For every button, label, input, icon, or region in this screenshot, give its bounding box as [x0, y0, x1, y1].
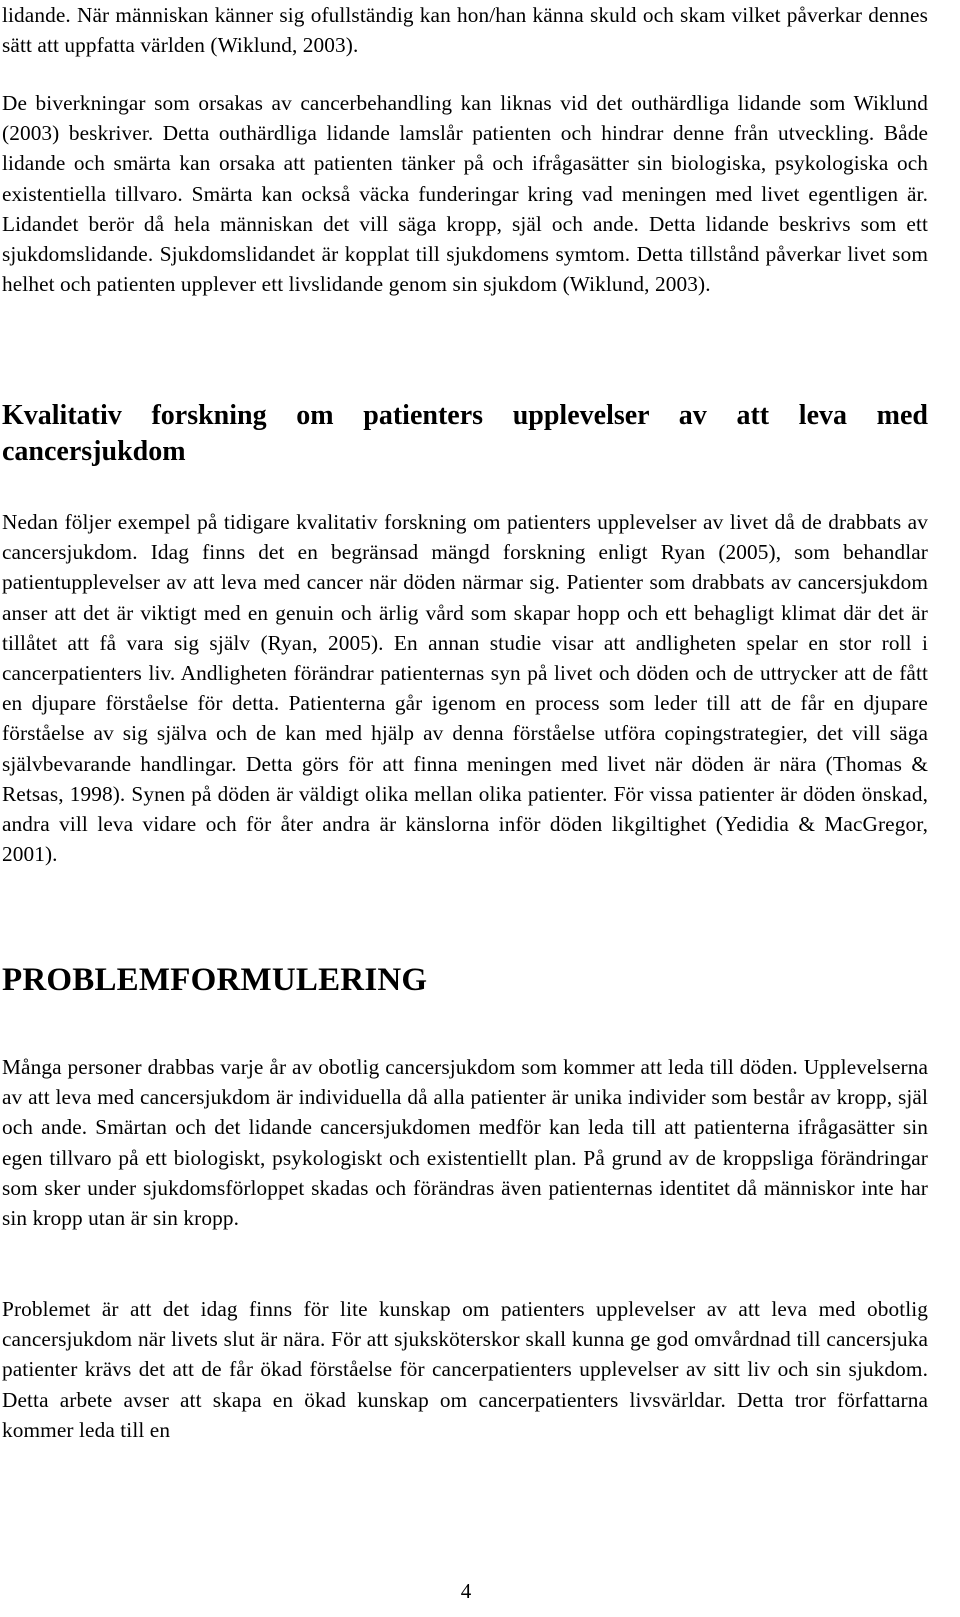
paragraph-side-effects-suffering: De biverkningar som orsakas av cancerbehandling kan liknas vid det outhärdliga lidande som Wiklund (2003) beskriver. Detta outhärdliga lidande lamslår patienten och hindrar denne från utveckling. Både lidande och smärta kan orsaka att patienten tänker på och ifrågasätter sin biologiska, psykologiska och existentiella tillvaro. Smärta kan också väcka funderingar kring vad meningen med livet egentligen är. Lidandet berör då hela människan det vill säga kropp, själ och ande. Detta lidande beskrivs som ett sjukdomslidande. Sjukdomslidandet är kopplat till sjukdomens symtom. Detta tillstånd påverkar livet som helhet och patienten upplever ett livslidande genom sin sjukdom (Wiklund, 2003). — [2, 91, 928, 297]
paragraph-previous-research: Nedan följer exempel på tidigare kvalitativ forskning om patienters upplevelser av livet då de drabbats av cancersjukdom. Idag finns det en begränsad mängd forskning enligt Ryan (2005), som behandlar patientupplevelser av att leva med cancer när döden närmar sig. Patienter som drabbats av cancersjukdom anser att det är viktigt med en genuin och ärlig vård som skapar hopp och ett behagligt klimat där det är tillåtet att få vara sig själv (Ryan, 2005). En annan studie visar att andligheten spelar en stor roll i cancerpatienters liv. Andligheten förändrar patienternas syn på livet och döden och de uttrycker att de fått en djupare förståelse för detta. Patienterna går igenom en process som leder till att de får en djupare förståelse av sig själva och de kan med hjälp av denna förståelse utföra copingstrategier, det vill säga självbevarande handlingar. Detta görs för att finna meningen med livet när döden är nära (Thomas & Retsas, 1998). Synen på döden är väldigt olika mellan olika patienter. För vissa patienter är döden önskad, andra vill leva vidare och för åter andra är känslorna inför döden likgiltighet (Yedidia & MacGregor, 2001). — [2, 510, 928, 867]
section-heading-qualitative-research: Kvalitativ forskning om patienters upplevelser av att leva med cancersjukdom — [2, 400, 928, 467]
paragraph-problem-statement: Problemet är att det idag finns för lite kunskap om patienters upplevelser av att leva med obotlig cancersjukdom när livets slut är nära. För att sjuksköterskor skall kunna ge god omvårdnad till cancersjuka patienter krävs det att de får ökad förståelse för cancerpatienters upplevelser av sitt liv och sin sjukdom. Detta arbete avser att skapa en ökad kunskap om cancerpatienters livsvärldar. Detta tror författarna kommer leda till en — [2, 1297, 928, 1442]
page-number: 4 — [460, 1579, 472, 1603]
section-heading-problem-formulation: PROBLEMFORMULERING — [2, 962, 428, 998]
paragraph-suffering-continued: lidande. När människan känner sig ofullständig kan hon/han känna skuld och skam vilket påverkar dennes sätt att uppfatta världen (Wiklund, 2003). — [2, 3, 928, 58]
paragraph-incurable-cancer: Många personer drabbas varje år av obotlig cancersjukdom som kommer att leda till döden. Upplevelserna av att leva med cancersjukdom är individuella då alla patienter är unika individer som består av kropp, själ och ande. Smärtan och det lidande cancersjukdomen medför kan leda till att patienterna ifrågasätter sin egen tillvaro på ett biologiskt, psykologiskt och existentiellt plan. På grund av de kroppsliga förändringar som sker under sjukdomsförloppet skadas och förändras även patienternas identitet då människor inte har sin kropp utan är sin kropp. — [2, 1055, 928, 1231]
